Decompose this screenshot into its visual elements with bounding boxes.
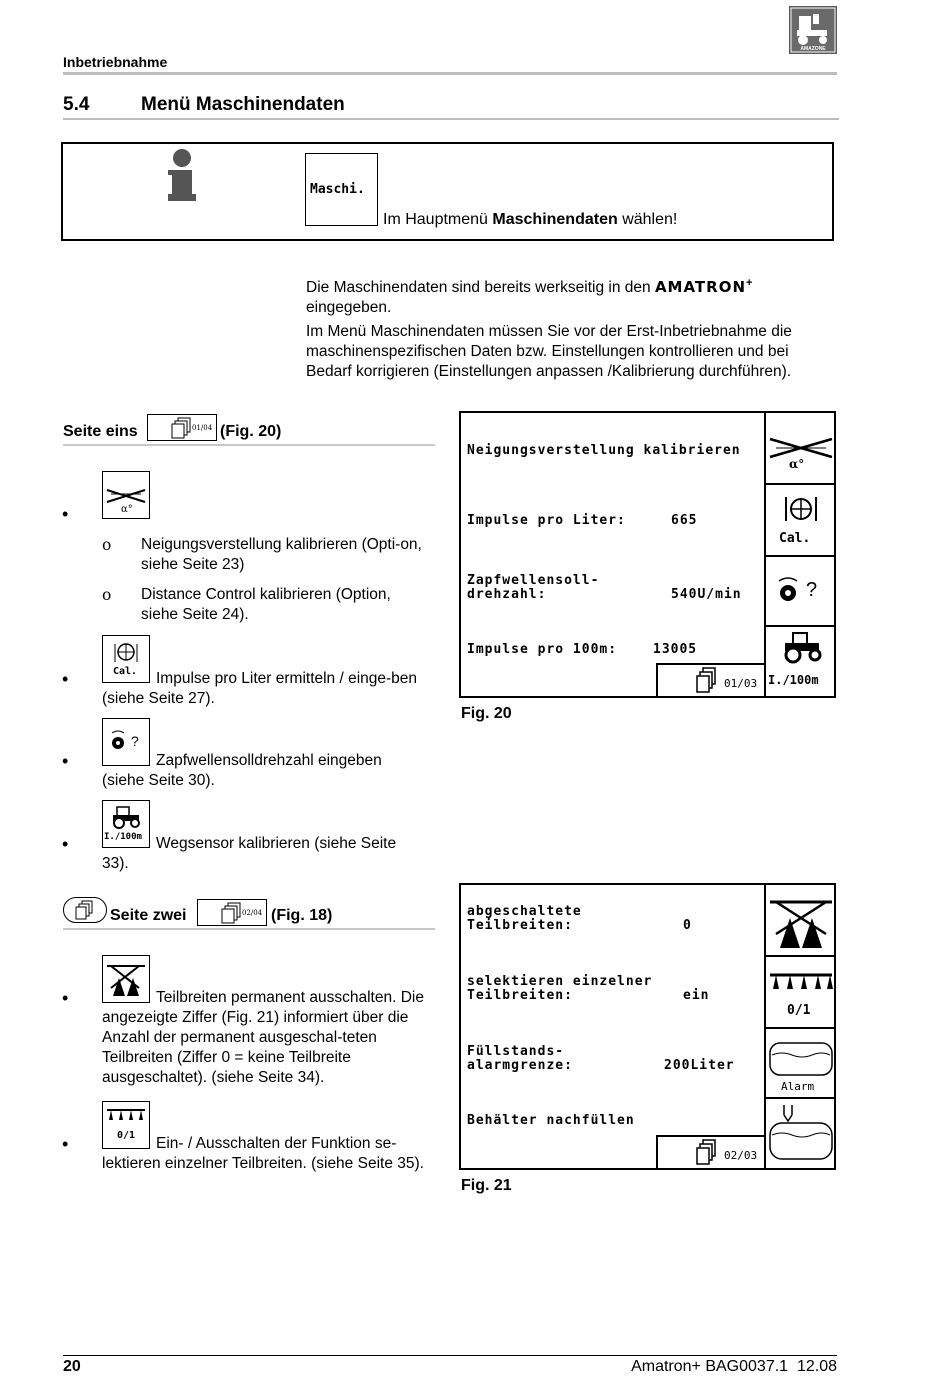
page-one-fig-ref: (Fig. 20) [220, 423, 282, 440]
amatron-brand-sup: + [746, 277, 753, 289]
sub-text-1: Neigungsverstellung kalibrieren (Opti-on, siehe Seite 23) [141, 536, 422, 573]
bullet-6: • [62, 1134, 69, 1154]
fig20-key-1-label: α° [789, 457, 805, 471]
amazone-logo [789, 6, 837, 54]
fig20-screen [459, 411, 836, 698]
tractor-icon [103, 801, 149, 831]
fig21-row-2a: selektieren einzelner [467, 974, 653, 989]
fig20-row-3a: Zapfwellensoll- [467, 573, 600, 588]
info-icon [168, 148, 196, 204]
fig20-row-4: Impulse pro 100m: [467, 642, 618, 657]
fig21-row-3-value: 200Liter [664, 1058, 735, 1073]
running-header: Inbetriebnahme [63, 54, 168, 70]
fig21-pages-icon [693, 1138, 721, 1168]
fig20-key-4-label: I./100m [768, 673, 819, 687]
fig20-key-2-label: Cal. [779, 531, 811, 546]
distance-key-label: I./100m [104, 832, 142, 842]
fig20-tractor-icon [773, 629, 833, 669]
page-one-indicator: 01/04 [192, 424, 213, 432]
svg-text:α°: α° [121, 504, 133, 515]
boom-sections-icon [103, 1102, 149, 1128]
item-3-text: Zapfwellensolldrehzahl eingeben (siehe Seite 30). [102, 752, 382, 789]
fig20-row-1: Neigungsverstellung kalibrieren [467, 443, 741, 458]
amatron-brand: AMATRON [654, 278, 747, 297]
page-one-rule [63, 444, 435, 446]
page-two-heading: Seite zwei [110, 907, 187, 924]
page-two-indicator: 02/04 [242, 909, 263, 917]
fig21-row-1b: Teilbreiten: [467, 918, 573, 933]
intro-p1-pre: Die Maschinendaten sind bereits werkseitig in den [306, 279, 655, 297]
bullet-5: • [62, 988, 69, 1008]
flowmeter-icon [103, 636, 149, 666]
instruction-pre: Im Hauptmenü [383, 211, 493, 228]
page-one-indicator-key [147, 414, 217, 441]
fig21-label: Fig. 21 [461, 1177, 512, 1194]
fig21-key-2-label: 0/1 [787, 1003, 811, 1018]
sub-text-2: Distance Control kalibrieren (Option, siehe Seite 24). [141, 586, 391, 623]
boom-tilt-icon [103, 472, 149, 518]
header-rule [63, 72, 837, 75]
fig20-flowmeter-icon [766, 489, 836, 529]
fig21-boom-sections-icon [766, 967, 836, 997]
fig21-screen [459, 883, 836, 1170]
intro-p1-post: eingegeben. [306, 299, 392, 317]
fig21-row-1a: abgeschaltete [467, 904, 582, 919]
section-rule [63, 118, 839, 120]
fig20-label: Fig. 20 [461, 705, 512, 722]
intro-paragraph-1 [306, 273, 826, 318]
fig20-key-3-label: ? [806, 579, 818, 601]
fig20-tilt-icon [766, 421, 836, 481]
fig21-row-4: Behälter nachfüllen [467, 1113, 635, 1128]
fig20-row-2-value: 665 [671, 513, 698, 528]
fig20-row-3-value: 540U/min [671, 587, 742, 602]
scroll-key [63, 897, 107, 923]
item-5-text: Teilbreiten permanent ausschalten. Die angezeigte Ziffer (Fig. 21) informiert über die Anzahl der permanent ausgeschal-teten Teilbreiten (Ziffer 0 = keine Teilbreite ausgeschaltet). (siehe Seite 34). [102, 989, 424, 1086]
instruction-bold: Maschinendaten [492, 211, 618, 228]
fig20-page: 01/03 [724, 677, 758, 690]
fig20-row-2: Impulse pro Liter: [467, 513, 626, 528]
footer-rule [63, 1355, 837, 1356]
fig21-sprayer-off-icon [766, 888, 836, 954]
footer-page-number: 20 [63, 1358, 81, 1375]
select-sections-key-label: 0/1 [117, 1130, 136, 1141]
fig21-row-3b: alarmgrenze: [467, 1058, 573, 1073]
fig21-page: 02/03 [724, 1149, 758, 1162]
intro-paragraph-2: Im Menü Maschinendaten müssen Sie vor der Erst-Inbetriebnahme die maschinenspezifischen Daten bzw. Einstellungen kontrollieren und bei Bedarf korrigieren (Einstellungen anpassen /Kalibrierung durchführen). [306, 323, 792, 380]
page-two-rule [63, 928, 435, 930]
page-one-heading: Seite eins [63, 423, 138, 440]
footer-doc-ref: Amatron+ BAG0037.1 12.08 [631, 1358, 837, 1375]
cal-key-label: Cal. [113, 666, 138, 677]
fig20-row-4-value: 13005 [653, 642, 698, 657]
fig21-refill-tank-icon [766, 1101, 836, 1167]
fig20-row-3b: drehzahl: [467, 587, 547, 602]
bullet-3: • [62, 751, 69, 771]
fig21-row-2-value: ein [683, 988, 710, 1003]
page-two-fig-ref: (Fig. 18) [271, 907, 333, 924]
fig21-key-3-label: Alarm [781, 1080, 815, 1093]
item-6-text: Ein- / Ausschalten der Funktion se-lektieren einzelner Teilbreiten. (siehe Seite 35). [102, 1135, 424, 1172]
pto-key-label: ? [131, 733, 139, 749]
fig21-row-2b: Teilbreiten: [467, 988, 573, 1003]
page-two-indicator-key [197, 899, 267, 926]
fig20-pages-icon [693, 666, 721, 696]
sub-marker-1: o [102, 536, 112, 554]
bullet-4: • [62, 834, 69, 854]
section-title: Menü Maschinendaten [141, 94, 345, 115]
maschi-key [305, 153, 378, 226]
instruction-post: wählen! [617, 211, 678, 228]
fig21-row-3a: Füllstands- [467, 1044, 565, 1059]
pages-icon [64, 898, 106, 922]
info-instruction [383, 210, 677, 230]
bullet-1: • [62, 504, 69, 524]
fig21-row-1-value: 0 [683, 918, 692, 933]
bullet-2: • [62, 669, 69, 689]
fig20-gear-icon [773, 571, 803, 611]
section-number: 5.4 [63, 94, 90, 115]
maschi-key-label: Maschi. [310, 182, 365, 197]
tilt-key [102, 471, 150, 519]
logo-wordmark: AMAZONE [800, 46, 826, 52]
sub-marker-2: o [102, 586, 112, 604]
item-4-text: Wegsensor kalibrieren (siehe Seite 33). [102, 835, 397, 872]
fig21-tank-icon [766, 1035, 836, 1079]
item-2-text: Impulse pro Liter ermitteln / einge-ben (siehe Seite 27). [102, 670, 418, 707]
